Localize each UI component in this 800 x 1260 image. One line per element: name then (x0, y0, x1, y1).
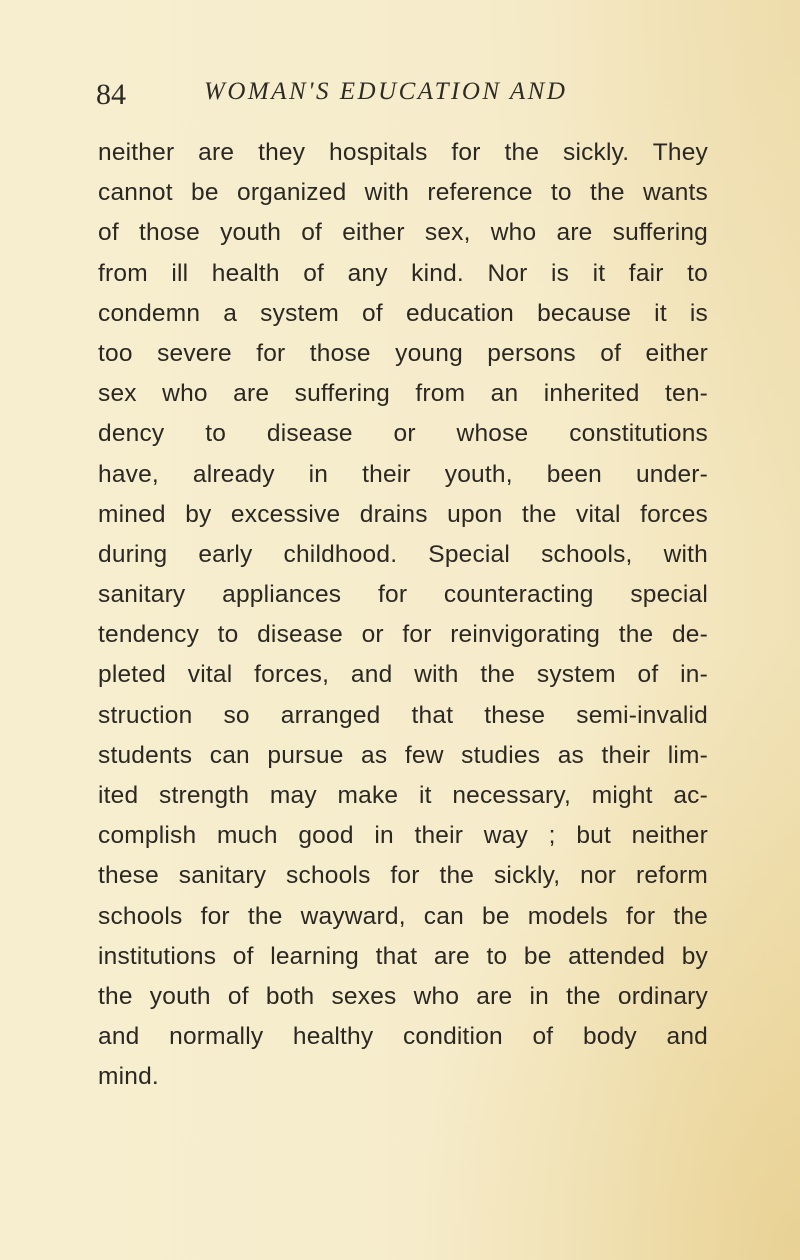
text-line: ited strength may make it necessary, might ac- (98, 782, 708, 809)
text-line: these sanitary schools for the sickly, nor reform (98, 862, 708, 890)
text-line: condemn a system of education because it is (98, 299, 708, 327)
text-line: sanitary appliances for counteracting special (98, 581, 708, 609)
text-line: and normally healthy condition of body and (98, 1023, 708, 1051)
text-line: struction so arranged that these semi-invalid (98, 701, 708, 729)
running-title: WOMAN'S EDUCATION AND (204, 78, 568, 105)
text-line: institutions of learning that are to be attended by (98, 942, 708, 970)
text-line: dency to disease or whose constitutions (98, 420, 708, 448)
text-line: from ill health of any kind. Nor is it fair to (98, 259, 708, 287)
text-line: mined by excessive drains upon the vital forces (98, 500, 708, 528)
text-line: schools for the wayward, can be models for the (98, 902, 708, 930)
text-line: students can pursue as few studies as their lim- (98, 741, 708, 769)
body-paragraph (98, 133, 708, 1098)
text-line: cannot be organized with reference to the wants (98, 179, 708, 207)
text-line: sex who are suffering from an inherited ten- (98, 380, 708, 408)
running-head (96, 74, 616, 114)
text-line: tendency to disease or for reinvigorating the de- (98, 621, 708, 649)
text-line: during early childhood. Special schools, with (98, 540, 708, 568)
page-number: 84 (96, 78, 126, 111)
text-line: have, already in their youth, been under- (98, 460, 708, 488)
text-line: complish much good in their way ; but neither (98, 822, 708, 850)
text-line: pleted vital forces, and with the system of in- (98, 661, 708, 689)
text-line: the youth of both sexes who are in the ordinary (98, 982, 708, 1010)
text-line: too severe for those young persons of either (98, 339, 708, 367)
text-line: mind. (98, 1063, 159, 1091)
text-line: neither are they hospitals for the sickly. They (98, 139, 708, 166)
text-line: of those youth of either sex, who are suffering (98, 219, 708, 247)
